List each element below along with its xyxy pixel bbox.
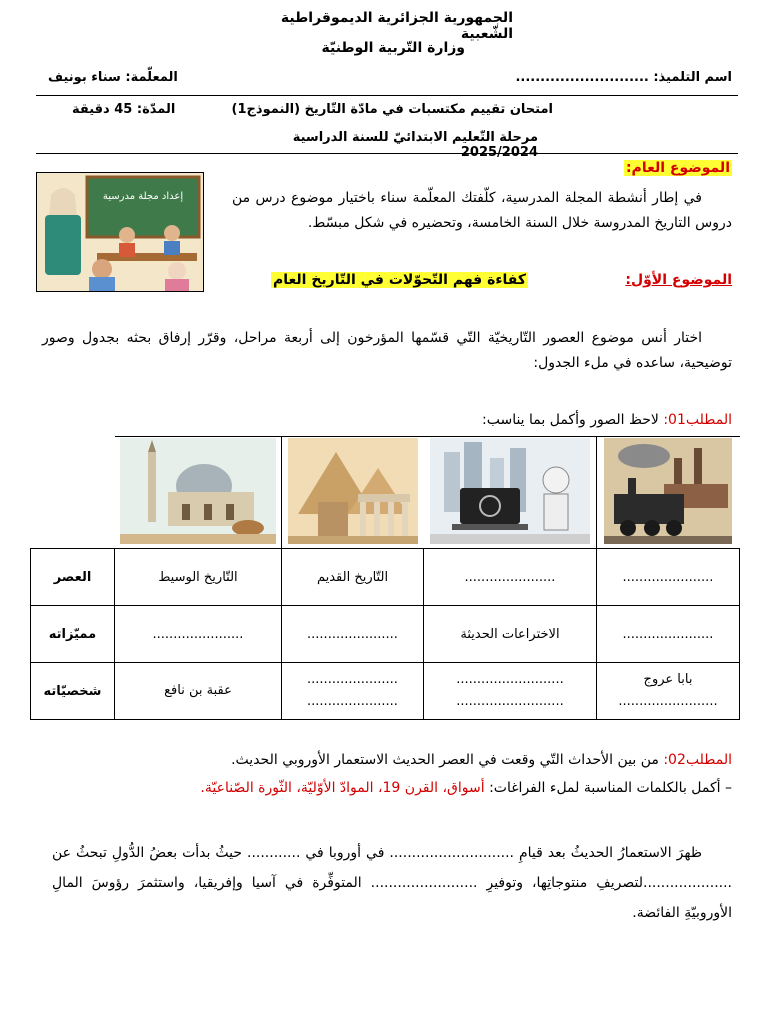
- figures-cell-1-top: عقبة بن نافع: [164, 683, 232, 698]
- board-text: إعداد مجلة مدرسية: [102, 191, 184, 202]
- era-cell-1[interactable]: التّاريخ الوسيط: [115, 549, 282, 606]
- era-row: [31, 549, 740, 606]
- features-cell-1[interactable]: ......................: [115, 606, 282, 663]
- student-name-field[interactable]: اسم التلميذ: ...........................: [515, 70, 732, 85]
- req1-label: المطلب01:: [663, 412, 732, 428]
- req2-word-bank: أسواق، القرن 19، الموادّ الأوّليّة، الثّورة الصّناعيّة.: [200, 780, 485, 796]
- figures-cell-4-bottom[interactable]: ........................: [618, 694, 718, 709]
- row-label-features: مميّزاته: [31, 606, 115, 663]
- row-label-figures: شخصيّاته: [31, 663, 115, 720]
- school-magazine-illustration: [36, 172, 204, 292]
- topic1-competence-text: كفاءة فهم التّحوّلات في التّاريخ العام: [272, 272, 526, 288]
- figures-cell-2[interactable]: [282, 663, 424, 720]
- figures-cell-4-top: بابا عروج: [643, 672, 693, 687]
- figures-cell-3[interactable]: [424, 663, 597, 720]
- image-cell-ancient: [282, 437, 424, 549]
- topic1-label: الموضوع الأوّل:: [625, 272, 732, 288]
- req1-text: لاحظ الصور وأكمل بما يناسب:: [482, 412, 659, 428]
- req2-line: [231, 752, 732, 768]
- features-row: [31, 606, 740, 663]
- image-cell-empty: [31, 437, 115, 549]
- features-cell-4[interactable]: ......................: [597, 606, 740, 663]
- exam-title: امتحان تقييم مكتسبات في مادّة التّاريخ (النموذج1): [231, 102, 553, 117]
- figures-cell-2-bottom[interactable]: ......................: [307, 694, 398, 709]
- ministry-heading: وزارة التّربية الوطنيّة: [321, 40, 465, 56]
- figures-cell-2-top[interactable]: ......................: [307, 672, 398, 687]
- teacher-name: المعلّمة: سناء بونيف: [48, 70, 178, 85]
- req2-label: المطلب02:: [663, 752, 732, 768]
- topic1-competence: [271, 272, 528, 288]
- header-divider-bottom: [36, 153, 738, 154]
- classroom-scene-icon: [37, 173, 203, 291]
- laptop-robot-city-icon: [430, 438, 590, 544]
- general-topic-label: [624, 160, 732, 176]
- republic-heading: الجمهورية الجزائرية الديموقراطية الشّعبية: [280, 10, 513, 42]
- features-cell-2[interactable]: ......................: [282, 606, 424, 663]
- era-cell-3[interactable]: ......................: [424, 549, 597, 606]
- era-cell-2[interactable]: التّاريخ القديم: [282, 549, 424, 606]
- req2-instruction-line: [200, 780, 732, 796]
- eras-table: [30, 436, 740, 720]
- figures-cell-3-top[interactable]: ..........................: [456, 672, 564, 687]
- figures-cell-3-bottom[interactable]: ..........................: [456, 694, 564, 709]
- req1-line: [482, 412, 732, 428]
- school-stage: مرحلة التّعليم الابتدائيّ للسنة الدراسية 2025/2024: [292, 130, 538, 160]
- row-label-era: العصر: [31, 549, 115, 606]
- general-topic-label-text: الموضوع العام:: [625, 160, 730, 176]
- figures-cell-4[interactable]: [597, 663, 740, 720]
- images-row: [31, 437, 740, 549]
- mosque-camel-icon: [120, 438, 276, 544]
- image-cell-medieval: [115, 437, 282, 549]
- req2-instruction: – أكمل بالكلمات المناسبة لملء الفراغات:: [489, 780, 732, 796]
- req2-text: من بين الأحداث التّي وقعت في العصر الحديث الاستعمار الأوروبي الحديث.: [231, 752, 659, 768]
- general-topic-text: في إطار أنشطة المجلة المدرسية، كلّفتك المعلّمة سناء باختيار موضوع درس من دروس التاريخ المدروسة خلال السنة الخامسة، وتحضيره في شكل مبسّط.: [232, 190, 732, 231]
- pyramids-temple-icon: [288, 438, 418, 544]
- figures-row: [31, 663, 740, 720]
- image-cell-contemporary: [424, 437, 597, 549]
- req2-fill-paragraph[interactable]: ظهرَ الاستعمارُ الحديثُ بعد قيامِ ............................ في أوروبا في ............ حيثُ بدأت بعضُ الدُّولِ تبحثُ عن ....................لتصريفِ منتوجاتِها، وتوفيرِ ........................ المتوفِّرة في آسيا وإفريقيا، واستثمرَ رؤوسَ المالِ الأوروبيّةِ الفائضة.: [52, 845, 732, 921]
- steam-train-factory-icon: [604, 438, 732, 544]
- figures-cell-1: [115, 663, 282, 720]
- features-cell-3[interactable]: الاختراعات الحديثة: [424, 606, 597, 663]
- image-cell-modern-industrial: [597, 437, 740, 549]
- exam-duration: المدّة: 45 دقيقة: [72, 102, 176, 117]
- topic1-intro: اختار أنس موضوع العصور التّاريخيّة التّي قسّمها المؤرخون إلى أربعة مراحل، وقرّر إرفاق بحثه بجدول وصور توضيحية، ساعده في ملء الجدول:: [42, 330, 732, 371]
- header-divider-top: [36, 95, 738, 96]
- era-cell-4[interactable]: ......................: [597, 549, 740, 606]
